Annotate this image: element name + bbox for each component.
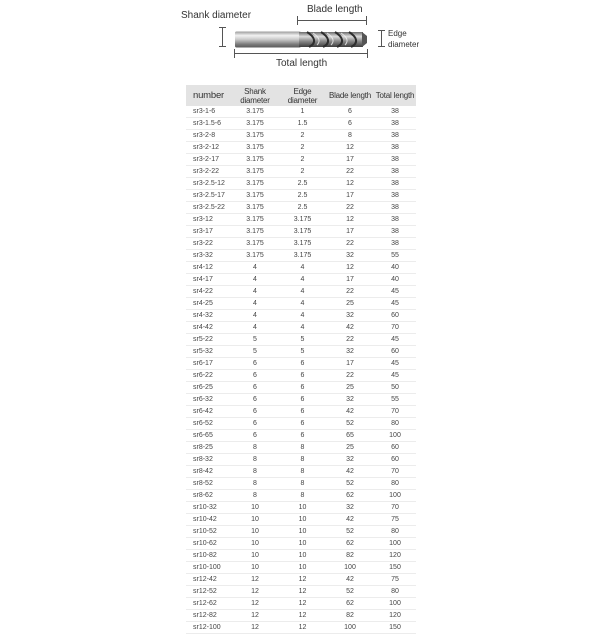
cell-total-length: 100 (374, 430, 416, 442)
blade-length-label: Blade length (307, 4, 363, 15)
cell-edge-diameter: 10 (279, 526, 326, 538)
cell-number: sr12-82 (186, 610, 231, 622)
edge-dimension-tick-bottom (378, 46, 385, 47)
cell-edge-diameter: 6 (279, 370, 326, 382)
cell-edge-diameter: 8 (279, 490, 326, 502)
cell-blade-length: 62 (326, 490, 374, 502)
cell-number: sr8-62 (186, 490, 231, 502)
table-row (186, 130, 416, 142)
cell-blade-length: 52 (326, 526, 374, 538)
table-row (186, 574, 416, 586)
cell-blade-length: 22 (326, 334, 374, 346)
table-row (186, 502, 416, 514)
edge-diameter-label-line2: diameter (388, 40, 420, 49)
cell-blade-length: 22 (326, 202, 374, 214)
cell-shank-diameter: 3.175 (231, 214, 279, 226)
cell-edge-diameter: 6 (279, 358, 326, 370)
cell-blade-length: 22 (326, 370, 374, 382)
table-row (186, 598, 416, 610)
cell-number: sr3-1-6 (186, 106, 231, 118)
cell-blade-length: 42 (326, 574, 374, 586)
cell-edge-diameter: 6 (279, 430, 326, 442)
cell-shank-diameter: 10 (231, 502, 279, 514)
cell-blade-length: 32 (326, 502, 374, 514)
edge-diameter-label (388, 28, 419, 50)
cell-number: sr4-22 (186, 286, 231, 298)
edge-diameter-label-line1: Edge (388, 29, 407, 38)
cell-number: sr3-2.5-17 (186, 190, 231, 202)
blade-dimension-tick-left (297, 16, 298, 25)
cell-total-length: 55 (374, 394, 416, 406)
cell-total-length: 150 (374, 622, 416, 634)
cell-blade-length: 25 (326, 442, 374, 454)
cell-shank-diameter: 6 (231, 370, 279, 382)
cell-shank-diameter: 6 (231, 418, 279, 430)
cell-shank-diameter: 12 (231, 586, 279, 598)
cell-total-length: 100 (374, 538, 416, 550)
column-header-blade-length: Blade length (326, 85, 374, 106)
cell-edge-diameter: 2.5 (279, 202, 326, 214)
edge-dimension-tick-top (378, 30, 385, 31)
cell-blade-length: 8 (326, 130, 374, 142)
cell-shank-diameter: 3.175 (231, 178, 279, 190)
cell-number: sr4-12 (186, 262, 231, 274)
cell-total-length: 38 (374, 202, 416, 214)
cell-number: sr3-2-8 (186, 130, 231, 142)
shank-dimension-tick-bottom (219, 46, 226, 47)
cell-shank-diameter: 3.175 (231, 166, 279, 178)
cell-number: sr3-17 (186, 226, 231, 238)
total-dimension-tick-right (367, 49, 368, 58)
cell-total-length: 38 (374, 238, 416, 250)
cell-shank-diameter: 8 (231, 466, 279, 478)
cell-blade-length: 52 (326, 478, 374, 490)
tool-diagram (0, 0, 600, 78)
cell-edge-diameter: 6 (279, 382, 326, 394)
cell-blade-length: 17 (326, 274, 374, 286)
table-row (186, 550, 416, 562)
table-row (186, 514, 416, 526)
cell-edge-diameter: 12 (279, 598, 326, 610)
cell-total-length: 38 (374, 142, 416, 154)
cell-blade-length: 42 (326, 466, 374, 478)
cell-number: sr4-17 (186, 274, 231, 286)
cell-blade-length: 32 (326, 394, 374, 406)
cell-blade-length: 17 (326, 190, 374, 202)
table-row (186, 166, 416, 178)
table-row (186, 310, 416, 322)
table-row (186, 178, 416, 190)
table-row (186, 142, 416, 154)
cell-total-length: 120 (374, 550, 416, 562)
cell-edge-diameter: 4 (279, 322, 326, 334)
cell-blade-length: 100 (326, 562, 374, 574)
cell-number: sr10-82 (186, 550, 231, 562)
cell-shank-diameter: 12 (231, 574, 279, 586)
cell-blade-length: 12 (326, 178, 374, 190)
edge-dimension-line (381, 30, 382, 46)
cell-shank-diameter: 3.175 (231, 118, 279, 130)
table-row (186, 298, 416, 310)
cell-blade-length: 32 (326, 454, 374, 466)
table-header (186, 85, 416, 106)
cell-blade-length: 32 (326, 310, 374, 322)
cell-total-length: 60 (374, 346, 416, 358)
table-row (186, 490, 416, 502)
table-row (186, 562, 416, 574)
cell-total-length: 45 (374, 286, 416, 298)
cell-total-length: 45 (374, 370, 416, 382)
cell-blade-length: 42 (326, 514, 374, 526)
cell-shank-diameter: 8 (231, 478, 279, 490)
cell-shank-diameter: 10 (231, 526, 279, 538)
cell-edge-diameter: 10 (279, 514, 326, 526)
cell-edge-diameter: 4 (279, 286, 326, 298)
cell-edge-diameter: 2.5 (279, 178, 326, 190)
table-row (186, 442, 416, 454)
cell-shank-diameter: 4 (231, 310, 279, 322)
cell-edge-diameter: 4 (279, 274, 326, 286)
table-row (186, 190, 416, 202)
table-row (186, 370, 416, 382)
cell-edge-diameter: 10 (279, 550, 326, 562)
table-header-row (186, 85, 416, 106)
cell-total-length: 80 (374, 418, 416, 430)
cell-edge-diameter: 8 (279, 478, 326, 490)
cell-number: sr8-42 (186, 466, 231, 478)
cell-shank-diameter: 10 (231, 538, 279, 550)
cell-edge-diameter: 1 (279, 106, 326, 118)
cell-blade-length: 17 (326, 226, 374, 238)
cell-blade-length: 82 (326, 610, 374, 622)
specification-table (186, 85, 416, 634)
cell-number: sr3-2-17 (186, 154, 231, 166)
table-row (186, 250, 416, 262)
cell-edge-diameter: 12 (279, 574, 326, 586)
cell-number: sr3-2.5-22 (186, 202, 231, 214)
cell-number: sr3-2-22 (186, 166, 231, 178)
cell-total-length: 75 (374, 514, 416, 526)
cell-shank-diameter: 6 (231, 382, 279, 394)
cell-number: sr10-32 (186, 502, 231, 514)
cell-number: sr6-42 (186, 406, 231, 418)
cell-shank-diameter: 4 (231, 298, 279, 310)
cell-shank-diameter: 4 (231, 322, 279, 334)
cell-edge-diameter: 10 (279, 538, 326, 550)
cell-shank-diameter: 3.175 (231, 250, 279, 262)
cell-number: sr8-25 (186, 442, 231, 454)
cell-total-length: 40 (374, 262, 416, 274)
table-row (186, 418, 416, 430)
cell-total-length: 38 (374, 178, 416, 190)
cell-edge-diameter: 8 (279, 454, 326, 466)
cell-total-length: 60 (374, 310, 416, 322)
cell-number: sr3-2.5-12 (186, 178, 231, 190)
cell-blade-length: 17 (326, 154, 374, 166)
cell-total-length: 70 (374, 322, 416, 334)
cell-edge-diameter: 3.175 (279, 250, 326, 262)
shank-diameter-label: Shank diameter (181, 10, 252, 21)
table-body (186, 106, 416, 634)
cell-blade-length: 32 (326, 250, 374, 262)
cell-number: sr3-1.5-6 (186, 118, 231, 130)
cell-total-length: 120 (374, 610, 416, 622)
cell-total-length: 80 (374, 526, 416, 538)
cell-shank-diameter: 3.175 (231, 190, 279, 202)
cell-total-length: 38 (374, 106, 416, 118)
cell-shank-diameter: 10 (231, 562, 279, 574)
cell-shank-diameter: 6 (231, 406, 279, 418)
cell-number: sr10-42 (186, 514, 231, 526)
cell-edge-diameter: 12 (279, 610, 326, 622)
cell-edge-diameter: 4 (279, 262, 326, 274)
table-row (186, 334, 416, 346)
cell-shank-diameter: 3.175 (231, 202, 279, 214)
table-row (186, 274, 416, 286)
cell-total-length: 38 (374, 118, 416, 130)
cell-shank-diameter: 10 (231, 514, 279, 526)
cell-edge-diameter: 8 (279, 466, 326, 478)
cell-edge-diameter: 4 (279, 298, 326, 310)
total-dimension-tick-left (234, 49, 235, 58)
cell-shank-diameter: 5 (231, 334, 279, 346)
cell-total-length: 150 (374, 562, 416, 574)
cell-edge-diameter: 2.5 (279, 190, 326, 202)
cell-blade-length: 100 (326, 622, 374, 634)
cell-number: sr6-25 (186, 382, 231, 394)
cell-total-length: 60 (374, 442, 416, 454)
cell-number: sr6-17 (186, 358, 231, 370)
column-header-number: number (186, 85, 231, 106)
cell-shank-diameter: 12 (231, 622, 279, 634)
total-length-label: Total length (276, 58, 328, 69)
cell-total-length: 70 (374, 406, 416, 418)
table-row (186, 226, 416, 238)
cell-blade-length: 22 (326, 238, 374, 250)
table-row (186, 526, 416, 538)
cell-number: sr10-62 (186, 538, 231, 550)
cell-total-length: 38 (374, 130, 416, 142)
cell-shank-diameter: 3.175 (231, 142, 279, 154)
cell-total-length: 55 (374, 250, 416, 262)
cell-number: sr10-52 (186, 526, 231, 538)
cell-blade-length: 82 (326, 550, 374, 562)
cell-edge-diameter: 1.5 (279, 118, 326, 130)
cell-number: sr5-22 (186, 334, 231, 346)
cell-total-length: 38 (374, 190, 416, 202)
cell-shank-diameter: 4 (231, 274, 279, 286)
cell-shank-diameter: 6 (231, 358, 279, 370)
cell-blade-length: 17 (326, 358, 374, 370)
cell-blade-length: 25 (326, 298, 374, 310)
cell-blade-length: 52 (326, 418, 374, 430)
total-dimension-line (234, 53, 368, 54)
cell-edge-diameter: 5 (279, 334, 326, 346)
cell-blade-length: 52 (326, 586, 374, 598)
table-row (186, 118, 416, 130)
cell-shank-diameter: 8 (231, 454, 279, 466)
column-header-total-length: Total length (374, 85, 416, 106)
blade-dimension-tick-right (366, 16, 367, 25)
cell-total-length: 100 (374, 490, 416, 502)
table-row (186, 106, 416, 118)
cell-number: sr4-42 (186, 322, 231, 334)
cell-blade-length: 25 (326, 382, 374, 394)
cell-blade-length: 62 (326, 538, 374, 550)
cell-shank-diameter: 8 (231, 490, 279, 502)
cell-number: sr6-22 (186, 370, 231, 382)
cell-total-length: 40 (374, 274, 416, 286)
cell-total-length: 70 (374, 502, 416, 514)
cell-shank-diameter: 3.175 (231, 130, 279, 142)
table-row (186, 202, 416, 214)
cell-blade-length: 65 (326, 430, 374, 442)
cell-number: sr8-32 (186, 454, 231, 466)
table-row (186, 430, 416, 442)
column-header-edge-diameter: Edge diameter (279, 85, 326, 106)
cell-edge-diameter: 3.175 (279, 226, 326, 238)
cell-shank-diameter: 6 (231, 430, 279, 442)
shank-dimension-tick-top (219, 27, 226, 28)
cell-edge-diameter: 6 (279, 406, 326, 418)
cell-shank-diameter: 4 (231, 286, 279, 298)
cell-number: sr12-100 (186, 622, 231, 634)
table-row (186, 346, 416, 358)
blade-dimension-line (297, 20, 367, 21)
cell-number: sr4-32 (186, 310, 231, 322)
cell-blade-length: 12 (326, 214, 374, 226)
cell-shank-diameter: 5 (231, 346, 279, 358)
table-row (186, 154, 416, 166)
cell-total-length: 38 (374, 226, 416, 238)
table-row (186, 478, 416, 490)
cell-shank-diameter: 6 (231, 394, 279, 406)
cell-number: sr12-62 (186, 598, 231, 610)
cell-edge-diameter: 3.175 (279, 214, 326, 226)
table-row (186, 466, 416, 478)
cell-shank-diameter: 3.175 (231, 226, 279, 238)
table-row (186, 214, 416, 226)
table-row (186, 610, 416, 622)
shank-dimension-line (222, 27, 223, 46)
cell-number: sr6-52 (186, 418, 231, 430)
cell-edge-diameter: 2 (279, 166, 326, 178)
cell-edge-diameter: 2 (279, 154, 326, 166)
cell-edge-diameter: 12 (279, 622, 326, 634)
table-row (186, 262, 416, 274)
cell-number: sr3-32 (186, 250, 231, 262)
cell-total-length: 45 (374, 298, 416, 310)
cell-blade-length: 32 (326, 346, 374, 358)
cell-total-length: 80 (374, 478, 416, 490)
table-row (186, 586, 416, 598)
column-header-shank-diameter: Shank diameter (231, 85, 279, 106)
table-row (186, 622, 416, 634)
cell-edge-diameter: 10 (279, 562, 326, 574)
cell-number: sr6-65 (186, 430, 231, 442)
cell-total-length: 38 (374, 214, 416, 226)
cell-blade-length: 12 (326, 142, 374, 154)
cell-total-length: 75 (374, 574, 416, 586)
cell-total-length: 100 (374, 598, 416, 610)
cell-blade-length: 42 (326, 322, 374, 334)
cell-number: sr4-25 (186, 298, 231, 310)
table-row (186, 406, 416, 418)
cell-number: sr3-2-12 (186, 142, 231, 154)
table-row (186, 322, 416, 334)
cell-edge-diameter: 3.175 (279, 238, 326, 250)
table-row (186, 394, 416, 406)
cell-shank-diameter: 4 (231, 262, 279, 274)
cell-total-length: 50 (374, 382, 416, 394)
cell-number: sr12-42 (186, 574, 231, 586)
cell-edge-diameter: 2 (279, 130, 326, 142)
cell-number: sr3-22 (186, 238, 231, 250)
cell-number: sr6-32 (186, 394, 231, 406)
cell-blade-length: 12 (326, 262, 374, 274)
cell-shank-diameter: 3.175 (231, 106, 279, 118)
cell-number: sr10-100 (186, 562, 231, 574)
table-row (186, 538, 416, 550)
cell-number: sr8-52 (186, 478, 231, 490)
cell-total-length: 80 (374, 586, 416, 598)
cell-total-length: 38 (374, 166, 416, 178)
cell-shank-diameter: 12 (231, 610, 279, 622)
cell-number: sr3-12 (186, 214, 231, 226)
cell-shank-diameter: 12 (231, 598, 279, 610)
cell-edge-diameter: 8 (279, 442, 326, 454)
cell-shank-diameter: 3.175 (231, 154, 279, 166)
cell-blade-length: 22 (326, 286, 374, 298)
cell-number: sr12-52 (186, 586, 231, 598)
cell-edge-diameter: 6 (279, 394, 326, 406)
cell-blade-length: 6 (326, 106, 374, 118)
cell-total-length: 45 (374, 358, 416, 370)
end-mill-cutter-icon (235, 31, 367, 48)
cell-total-length: 60 (374, 454, 416, 466)
cell-shank-diameter: 3.175 (231, 238, 279, 250)
table-row (186, 358, 416, 370)
cell-edge-diameter: 12 (279, 586, 326, 598)
cell-edge-diameter: 10 (279, 502, 326, 514)
table-row (186, 454, 416, 466)
cell-total-length: 45 (374, 334, 416, 346)
cell-blade-length: 42 (326, 406, 374, 418)
table-row (186, 286, 416, 298)
table-row (186, 238, 416, 250)
cell-edge-diameter: 4 (279, 310, 326, 322)
cell-total-length: 70 (374, 466, 416, 478)
cell-edge-diameter: 6 (279, 418, 326, 430)
table-row (186, 382, 416, 394)
cell-number: sr5-32 (186, 346, 231, 358)
cell-edge-diameter: 5 (279, 346, 326, 358)
cell-blade-length: 6 (326, 118, 374, 130)
cell-shank-diameter: 10 (231, 550, 279, 562)
cell-blade-length: 62 (326, 598, 374, 610)
cell-shank-diameter: 8 (231, 442, 279, 454)
cell-total-length: 38 (374, 154, 416, 166)
cell-blade-length: 22 (326, 166, 374, 178)
cell-edge-diameter: 2 (279, 142, 326, 154)
